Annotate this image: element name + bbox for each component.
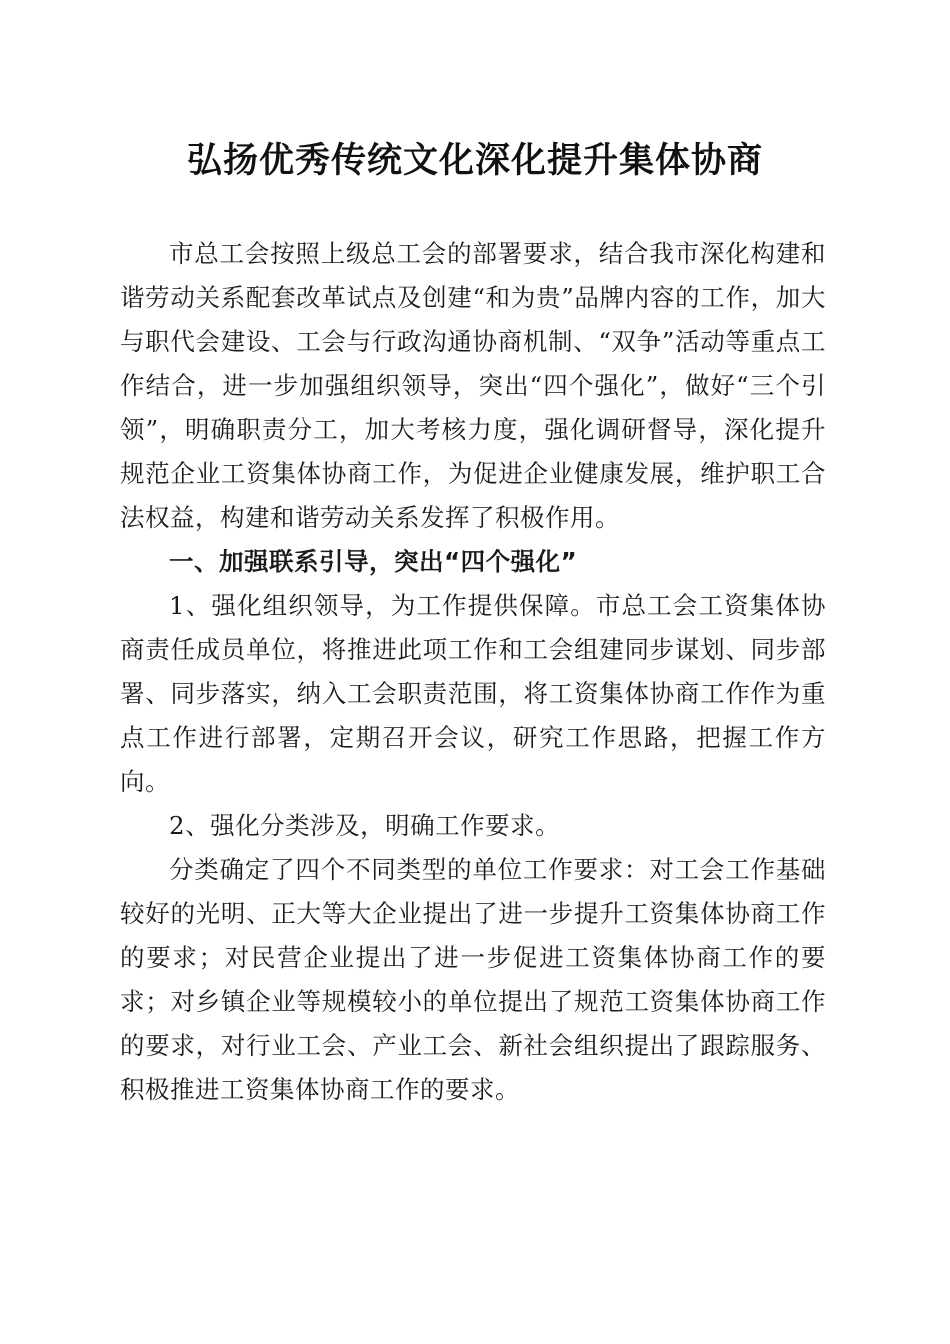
intro-paragraph: 市总工会按照上级总工会的部署要求，结合我市深化构建和谐劳动关系配套改革试点及创建“和为贵”品牌内容的工作，加大与职代会建设、工会与行政沟通协商机制、“双争”活动等重点工作结合，进一步加强组织领导，突出“四个强化”，做好“三个引领”，明确职责分工，加大考核力度，强化调研督导，深化提升规范企业工资集体协商工作，为促进企业健康发展，维护职工合法权益，构建和谐劳动关系发挥了积极作用。 bbox=[120, 239, 826, 532]
point-1-paragraph: 1、强化组织领导，为工作提供保障。市总工会工资集体协商责任成员单位，将推进此项工作和工会组建同步谋划、同步部署、同步落实，纳入工会职责范围，将工资集体协商工作作为重点工作进行部署，定期召开会议，研究工作思路，把握工作方向。 bbox=[120, 591, 826, 796]
point-2-heading: 2、强化分类涉及，明确工作要求。 bbox=[169, 811, 561, 840]
section-heading: 一、加强联系引导，突出“四个强化” bbox=[169, 547, 578, 576]
point-2-paragraph: 分类确定了四个不同类型的单位工作要求：对工会工作基础较好的光明、正大等大企业提出了进一步提升工资集体协商工作的要求；对民营企业提出了进一步促进工资集体协商工作的要求；对乡镇企业等规模较小的单位提出了规范工资集体协商工作的要求，对行业工会、产业工会、新社会组织提出了跟踪服务、积极推进工资集体协商工作的要求。 bbox=[120, 855, 826, 1104]
document-body bbox=[120, 232, 826, 1112]
document-title: 弘扬优秀传统文化深化提升集体协商 bbox=[186, 140, 763, 181]
